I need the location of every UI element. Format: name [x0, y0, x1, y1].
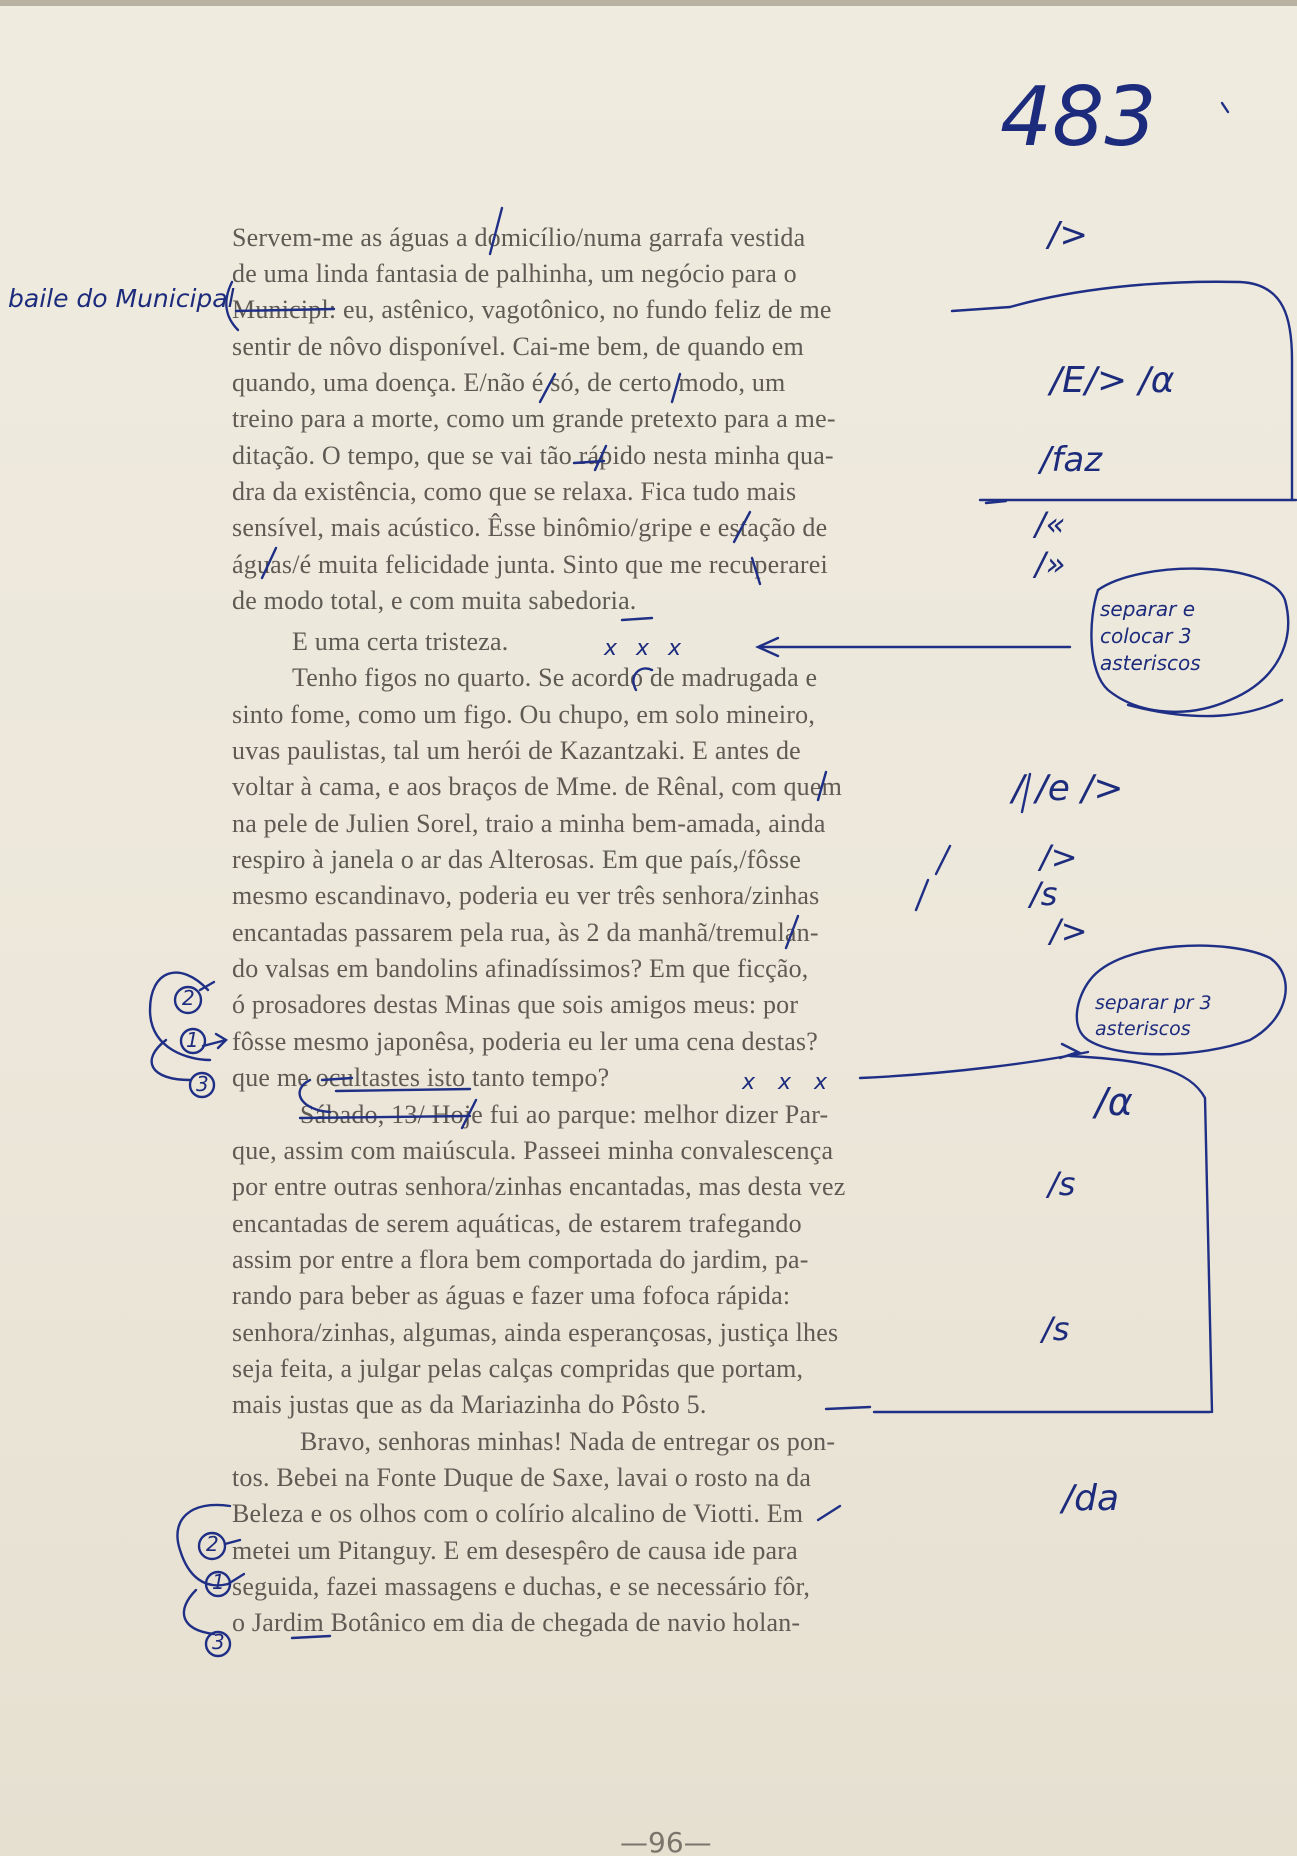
reorder-number: 1: [186, 1028, 199, 1052]
body-line-25: Sábado, 13/ Hoje fui ao parque: melhor dizer Par-: [300, 1100, 829, 1129]
body-line-2: de uma linda fantasia de palhinha, um negócio para o: [232, 259, 797, 288]
body-line-11: de modo total, e com muita sabedoria.: [232, 586, 637, 615]
reorder-number: 3: [196, 1072, 209, 1096]
body-line-17: na pele de Julien Sorel, traio a minha bem-amada, ainda: [232, 809, 826, 838]
body-line-28: encantadas de serem aquáticas, de estarem trafegando: [232, 1209, 802, 1238]
body-line-21: do valsas em bandolins afinadíssimos? Em que ficção,: [232, 954, 809, 983]
body-line-30: rando para beber as águas e fazer uma fofoca rápida:: [232, 1281, 791, 1310]
body-line-12: E uma certa tristeza.: [292, 627, 509, 656]
reorder-number: 1: [212, 1570, 225, 1594]
handwritten-note-separar-colocar: separar e colocar 3 asteriscos: [1100, 597, 1201, 675]
body-line-15: uvas paulistas, tal um herói de Kazantzaki. E antes de: [232, 736, 801, 765]
body-line-36: Beleza e os olhos com o colírio alcalino de Viotti. Em: [232, 1499, 804, 1528]
handwritten-note-separar-p: separar pr 3 asteriscos: [1095, 992, 1212, 1040]
margin-mark: /faz: [1040, 440, 1103, 480]
body-line-35: tos. Bebei na Fonte Duque de Saxe, lavai o rosto na da: [232, 1463, 812, 1492]
footer-page-number: —96—: [620, 1826, 712, 1856]
asterisk-marks: x x x: [742, 1070, 836, 1095]
body-line-27: por entre outras senhora/zinhas encantadas, mas desta vez: [232, 1172, 846, 1201]
body-line-9: sensível, mais acústico. Êsse binômio/gripe e estação de: [232, 513, 828, 542]
body-line-23: fôsse mesmo japonêsa, poderia eu ler uma cena destas?: [232, 1027, 818, 1056]
body-line-38: seguida, fazei massagens e duchas, e se necessário fôr,: [232, 1572, 811, 1601]
margin-mark: /«: [1035, 505, 1066, 543]
body-line-16: voltar à cama, e aos braços de Mme. de Rênal, com quem: [232, 772, 843, 801]
body-line-22: ó prosadores destas Minas que sois amigos meus: por: [232, 990, 799, 1019]
body-line-33: mais justas que as da Mariazinha do Pôsto 5.: [232, 1390, 707, 1419]
body-line-34: Bravo, senhoras minhas! Nada de entregar os pon-: [300, 1427, 836, 1456]
body-line-10: águas/é muita felicidade junta. Sinto que me recuperarei: [232, 550, 828, 579]
body-line-3: Municipl: eu, astênico, vagotônico, no fundo feliz de me: [232, 295, 832, 324]
body-line-1: Servem-me as águas a domicílio/numa garrafa vestida: [232, 223, 806, 252]
margin-mark: /s: [1030, 875, 1058, 913]
body-line-14: sinto fome, como um figo. Ou chupo, em solo mineiro,: [232, 700, 816, 729]
body-line-8: dra da existência, como que se relaxa. Fica tudo mais: [232, 477, 797, 506]
reorder-number: 3: [212, 1630, 225, 1654]
body-line-32: seja feita, a julgar pelas calças compridas que portam,: [232, 1354, 804, 1383]
margin-mark: /s: [1048, 1165, 1076, 1203]
reorder-number: 2: [182, 986, 195, 1010]
body-line-26: que, assim com maiúscula. Passeei minha convalescença: [232, 1136, 834, 1165]
body-line-31: senhora/zinhas, algumas, ainda esperançosas, justiça lhes: [232, 1318, 839, 1347]
body-line-19: mesmo escandinavo, poderia eu ver três senhora/zinhas: [232, 881, 820, 910]
margin-mark: / /e />: [1012, 768, 1124, 809]
body-line-29: assim por entre a flora bem comportada do jardim, pa-: [232, 1245, 809, 1274]
body-line-7: ditação. O tempo, que se vai tão rápido nesta minha qua-: [232, 441, 834, 470]
body-line-20: encantadas passarem pela rua, às 2 da manhã/tremulan-: [232, 918, 819, 947]
body-line-39: o Jardim Botânico em dia de chegada de navio holan-: [232, 1608, 801, 1637]
margin-mark: /s: [1042, 1310, 1070, 1348]
handwritten-page-number: 483: [1000, 70, 1157, 165]
margin-mark: /E/> /α: [1050, 360, 1175, 401]
body-line-24: que me ocultastes isto tanto tempo?: [232, 1063, 610, 1092]
margin-mark: /»: [1035, 545, 1066, 583]
margin-mark: />: [1050, 912, 1088, 950]
margin-mark: />: [1040, 838, 1078, 876]
body-line-4: sentir de nôvo disponível. Cai-me bem, de quando em: [232, 332, 804, 361]
body-line-18: respiro à janela o ar das Alterosas. Em que país,/fôsse: [232, 845, 802, 874]
body-line-13: Tenho figos no quarto. Se acordo de madrugada e: [292, 663, 818, 692]
margin-mark: /da: [1062, 1478, 1120, 1519]
body-line-6: treino para a morte, como um grande pretexto para a me-: [232, 404, 836, 433]
margin-mark: /α: [1095, 1080, 1133, 1124]
body-line-37: metei um Pitanguy. E em desespêro de causa ide para: [232, 1536, 798, 1565]
asterisk-marks: x x x: [604, 636, 688, 661]
margin-mark: />: [1048, 215, 1088, 255]
handwritten-insert-baile: baile do Municipal: [8, 284, 235, 313]
body-line-5: quando, uma doença. E/não é só, de certo modo, um: [232, 368, 786, 397]
reorder-number: 2: [206, 1532, 219, 1556]
